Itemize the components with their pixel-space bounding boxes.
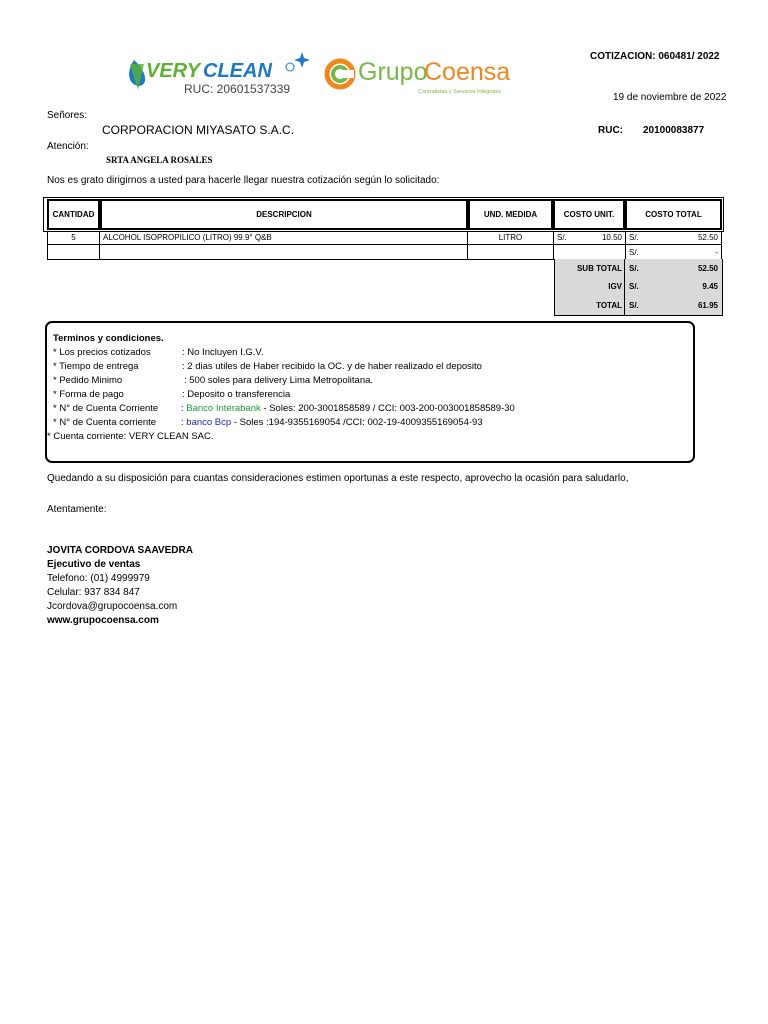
total-label: TOTAL xyxy=(555,296,625,315)
attention-name: SRTA ANGELA ROSALES xyxy=(106,155,213,165)
cell-costo-unit xyxy=(553,231,625,244)
signature-mobile: Celular: 937 834 847 xyxy=(47,587,140,598)
col-header-descripcion: DESCRIPCION xyxy=(100,199,468,230)
cell-unidad xyxy=(467,245,553,259)
cell-costo-total xyxy=(625,231,721,244)
svg-text:Grupo: Grupo xyxy=(358,58,428,86)
terms-entrega-label: * Tiempo de entrega xyxy=(53,361,139,372)
currency: S/. xyxy=(629,247,639,257)
cell-descripcion: ALCOHOL ISOPROPILICO (LITRO) 99.9° Q&B xyxy=(99,231,467,244)
table-row xyxy=(47,231,722,245)
currency: S/. xyxy=(629,233,639,242)
terms-cuenta-titular: * Cuenta corriente: VERY CLEAN SAC. xyxy=(47,431,214,442)
cell-costo-unit xyxy=(553,245,625,259)
terms-entrega-value: : 2 dias utiles de Haber recibido la OC. y de haber realizado el deposito xyxy=(182,361,482,372)
closing-text: Quedando a su disposición para cuantas consideraciones estimen oportunas a este respecto, aprovecho la ocasión para saludarlo, xyxy=(47,473,629,484)
client-ruc: 20100083877 xyxy=(643,125,705,136)
cell-descripcion xyxy=(99,245,467,259)
terms-precios-label: * Los precios cotizados xyxy=(53,347,151,358)
cell-cantidad xyxy=(47,245,99,259)
intro-text: Nos es grato dirigirnos a usted para hacerle llegar nuestra cotización según lo solicitado: xyxy=(47,175,440,186)
quote-date: 19 de noviembre de 2022 xyxy=(613,92,727,103)
currency: S/. xyxy=(557,233,567,242)
terms-cuenta2-label: * N° de Cuenta corriente xyxy=(53,417,157,428)
terms-pago-label: * Forma de pago xyxy=(53,389,124,400)
regards-text: Atentamente: xyxy=(47,504,107,515)
bcp-bank: banco Bcp xyxy=(186,417,232,428)
grupo-coensa-logo xyxy=(326,50,511,98)
igv-amount: 9.45 xyxy=(702,282,718,291)
quote-number: COTIZACION: 060481/ 2022 xyxy=(590,51,720,62)
signature-website[interactable]: www.grupocoensa.com xyxy=(47,615,159,626)
interbank-bank: Banco Interabank xyxy=(186,403,261,414)
svg-text:RUC: 20601537339: RUC: 20601537339 xyxy=(184,82,291,96)
signature-role: Ejecutivo de ventas xyxy=(47,559,141,570)
signature-phone: Telefono: (01) 4999979 xyxy=(47,573,150,584)
col-header-unidad: UND. MEDIDA xyxy=(468,199,553,230)
ruc-label: RUC: xyxy=(598,125,623,136)
col-header-costo-total: COSTO TOTAL xyxy=(625,199,722,230)
svg-text:VERY: VERY xyxy=(146,60,201,82)
line-total: 52.50 xyxy=(697,233,718,242)
cell-unidad: LITRO xyxy=(467,231,553,244)
subtotal-amount: 52.50 xyxy=(697,263,718,273)
veryclean-logo xyxy=(122,50,310,98)
svg-text:Coensa: Coensa xyxy=(424,58,511,86)
cell-costo-total xyxy=(625,245,721,259)
atencion-label: Atención: xyxy=(47,141,89,152)
terms-box xyxy=(45,321,695,463)
senores-label: Señores: xyxy=(47,110,88,121)
unit-price: 10.50 xyxy=(601,233,622,242)
total-amount: 61.95 xyxy=(697,301,718,310)
terms-cuenta1-value: : Banco Interabank - Soles: 200-3001858589 / CCI: 003-200-003001858589-30 xyxy=(181,403,515,414)
col-header-cantidad: CANTIDAD xyxy=(47,199,100,230)
terms-pedido-label: * Pedido Minimo xyxy=(53,375,123,386)
cell-cantidad: 5 xyxy=(47,231,99,244)
igv-row xyxy=(554,277,723,297)
terms-cuenta1-label: * N° de Cuenta Corriente xyxy=(53,403,159,414)
currency: S/. xyxy=(629,263,639,273)
col-header-costo-unit: COSTO UNIT. xyxy=(553,199,625,230)
terms-pago-value: : Deposito o transferencia xyxy=(182,389,291,400)
terms-cuenta2-value: : banco Bcp - Soles :194-9355169054 /CCI: 002-19-4009355169054-93 xyxy=(181,417,483,428)
subtotal-label: SUB TOTAL xyxy=(555,259,625,277)
client-company: CORPORACION MIYASATO S.A.C. xyxy=(102,123,295,137)
subtotal-row xyxy=(554,259,723,278)
total-row xyxy=(554,296,723,316)
signature-name: JOVITA CORDOVA SAAVEDRA xyxy=(47,545,193,556)
table-row xyxy=(47,245,722,260)
svg-text:CLEAN: CLEAN xyxy=(203,60,272,82)
line-total: - xyxy=(715,247,718,257)
svg-text:Contratistas y Servicios Integ: Contratistas y Servicios Integrales xyxy=(418,89,502,95)
currency: S/. xyxy=(629,301,639,310)
signature-email[interactable]: Jcordova@grupocoensa.com xyxy=(47,601,178,612)
terms-pedido-value: : 500 soles para delivery Lima Metropolitana. xyxy=(184,375,374,386)
terms-title: Terminos y condiciones. xyxy=(53,333,164,344)
terms-precios-value: : No Incluyen I.G.V. xyxy=(182,347,264,358)
currency: S/. xyxy=(629,282,639,291)
igv-label: IGV xyxy=(555,277,625,296)
